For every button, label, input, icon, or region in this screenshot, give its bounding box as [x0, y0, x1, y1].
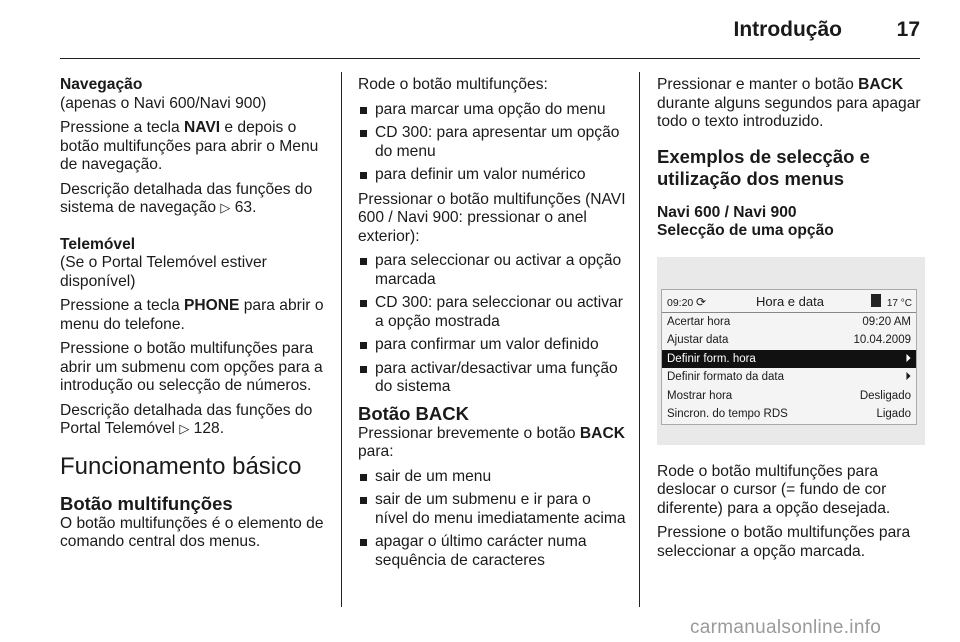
multifunction-paragraph: O botão multifunções é o elemento de comando central dos menus. — [60, 514, 324, 550]
ref-arrow-icon: ▷ — [220, 200, 231, 215]
examples-heading: Exemplos de selecção e utilização dos menus — [657, 145, 870, 189]
tel-heading: Telemóvel — [60, 235, 136, 253]
screen-clock: 09:20 — [667, 296, 694, 309]
list-item: sair de um submenu e ir para o nível do menu imediatamente acima — [358, 491, 626, 528]
list-item: sair de um menu — [358, 468, 626, 487]
multifunction-heading: Botão multifunções — [60, 492, 233, 514]
tel-paragraph-2: Pressione o botão multifunções para abrir um submenu com opções para a introdução ou selecção de números. — [60, 340, 323, 394]
select-heading: Selecção de uma opção — [657, 222, 834, 239]
list-item: CD 300: para seleccionar ou activar a opção mostrada — [358, 294, 626, 331]
rotate-intro: Rode o botão multifunções: — [358, 76, 548, 93]
menu-row[interactable]: Sincron. do tempo RDS Ligado — [667, 408, 911, 421]
rotate-paragraph: Rode o botão multifunções para deslocar o cursor (= fundo de cor diferente) para a opção desejada. — [657, 462, 891, 517]
column-1 — [60, 76, 328, 558]
phone-key: PHONE — [183, 297, 240, 314]
menu-row[interactable]: Acertar hora 09:20 AM — [667, 315, 911, 328]
list-item: para seleccionar ou activar a opção marcada — [358, 252, 626, 289]
phone-icon — [871, 294, 881, 307]
screen-temperature: 17 °C — [886, 297, 912, 309]
tel-paragraph-1: Pressione a tecla PHONE para abrir o menu do telefone. — [60, 297, 324, 333]
screen-title: Hora e data — [756, 293, 824, 309]
column-divider-2 — [639, 72, 640, 607]
back-heading: Botão BACK — [358, 402, 469, 424]
chevron-right-icon: ⏵ — [905, 371, 911, 384]
rotate-list — [358, 101, 626, 185]
nav-page-ref[interactable]: 63. — [234, 199, 257, 216]
screen-figure — [657, 257, 925, 445]
page-header — [0, 0, 960, 60]
nav-paragraph-1: Pressione a tecla NAVI e depois o botão multifunções para abrir o Menu de navegação. — [60, 119, 319, 173]
ref-arrow-icon: ▷ — [179, 421, 190, 436]
back-paragraph: Pressionar brevemente o botão BACK para: — [358, 424, 625, 460]
menu-row-selected[interactable]: Definir form. hora ⏵ — [662, 350, 916, 369]
list-item: CD 300: para apresentar um opção do menu — [358, 124, 626, 161]
navi-key: NAVI — [183, 119, 221, 136]
press-paragraph: Pressionar o botão multifunções (NAVI 600 / Navi 900: pressionar o anel exterior): — [358, 190, 626, 245]
list-item: para marcar uma opção do menu — [358, 101, 626, 120]
nav-subtitle: (apenas o Navi 600/Navi 900) — [60, 94, 267, 112]
section-title: Introdução — [733, 18, 842, 41]
tel-subtitle: (Se o Portal Telemóvel estiver disponível) — [60, 254, 267, 290]
tel-page-ref[interactable]: 128. — [193, 420, 225, 437]
hold-paragraph: Pressionar e manter o botão BACK durante alguns segundos para apagar todo o texto introduzido. — [657, 76, 921, 130]
column-divider-1 — [341, 72, 342, 607]
press-select-paragraph: Pressione o botão multifunções para seleccionar a opção marcada. — [657, 524, 911, 560]
list-item: para activar/desactivar uma função do sistema — [358, 360, 626, 397]
menu-row[interactable]: Definir formato da data ⏵ — [662, 368, 916, 387]
tel-paragraph-3: Descrição detalhada das funções do Portal Telemóvel ▷ 128. — [60, 401, 313, 437]
basic-operation-heading: Funcionamento básico — [60, 452, 302, 480]
press-list — [358, 252, 626, 397]
column-3 — [657, 76, 925, 567]
header-rule — [60, 58, 920, 59]
menu-row[interactable]: Ajustar data 10.04.2009 — [667, 334, 911, 347]
list-item: para definir um valor numérico — [358, 166, 626, 185]
watermark: carmanualsonline.info — [690, 617, 882, 638]
nav-paragraph-2: Descrição detalhada das funções do sistema de navegação ▷ 63. — [60, 180, 313, 216]
screen-status-bar — [662, 290, 916, 313]
back-key: BACK — [858, 76, 904, 93]
sync-icon: ⟳ — [696, 294, 707, 309]
navi-heading: Navi 600 / Navi 900 — [657, 203, 797, 221]
back-list — [358, 468, 626, 571]
list-item: apagar o último carácter numa sequência de caracteres — [358, 533, 626, 570]
display-screen — [661, 289, 917, 425]
column-2 — [358, 76, 626, 576]
back-key: BACK — [579, 424, 625, 442]
chevron-right-icon: ⏵ — [905, 352, 911, 365]
page-number: 17 — [896, 18, 920, 41]
nav-heading: Navegação — [60, 76, 143, 93]
list-item: para confirmar um valor definido — [358, 336, 626, 355]
menu-row[interactable]: Mostrar hora Desligado — [667, 389, 911, 402]
